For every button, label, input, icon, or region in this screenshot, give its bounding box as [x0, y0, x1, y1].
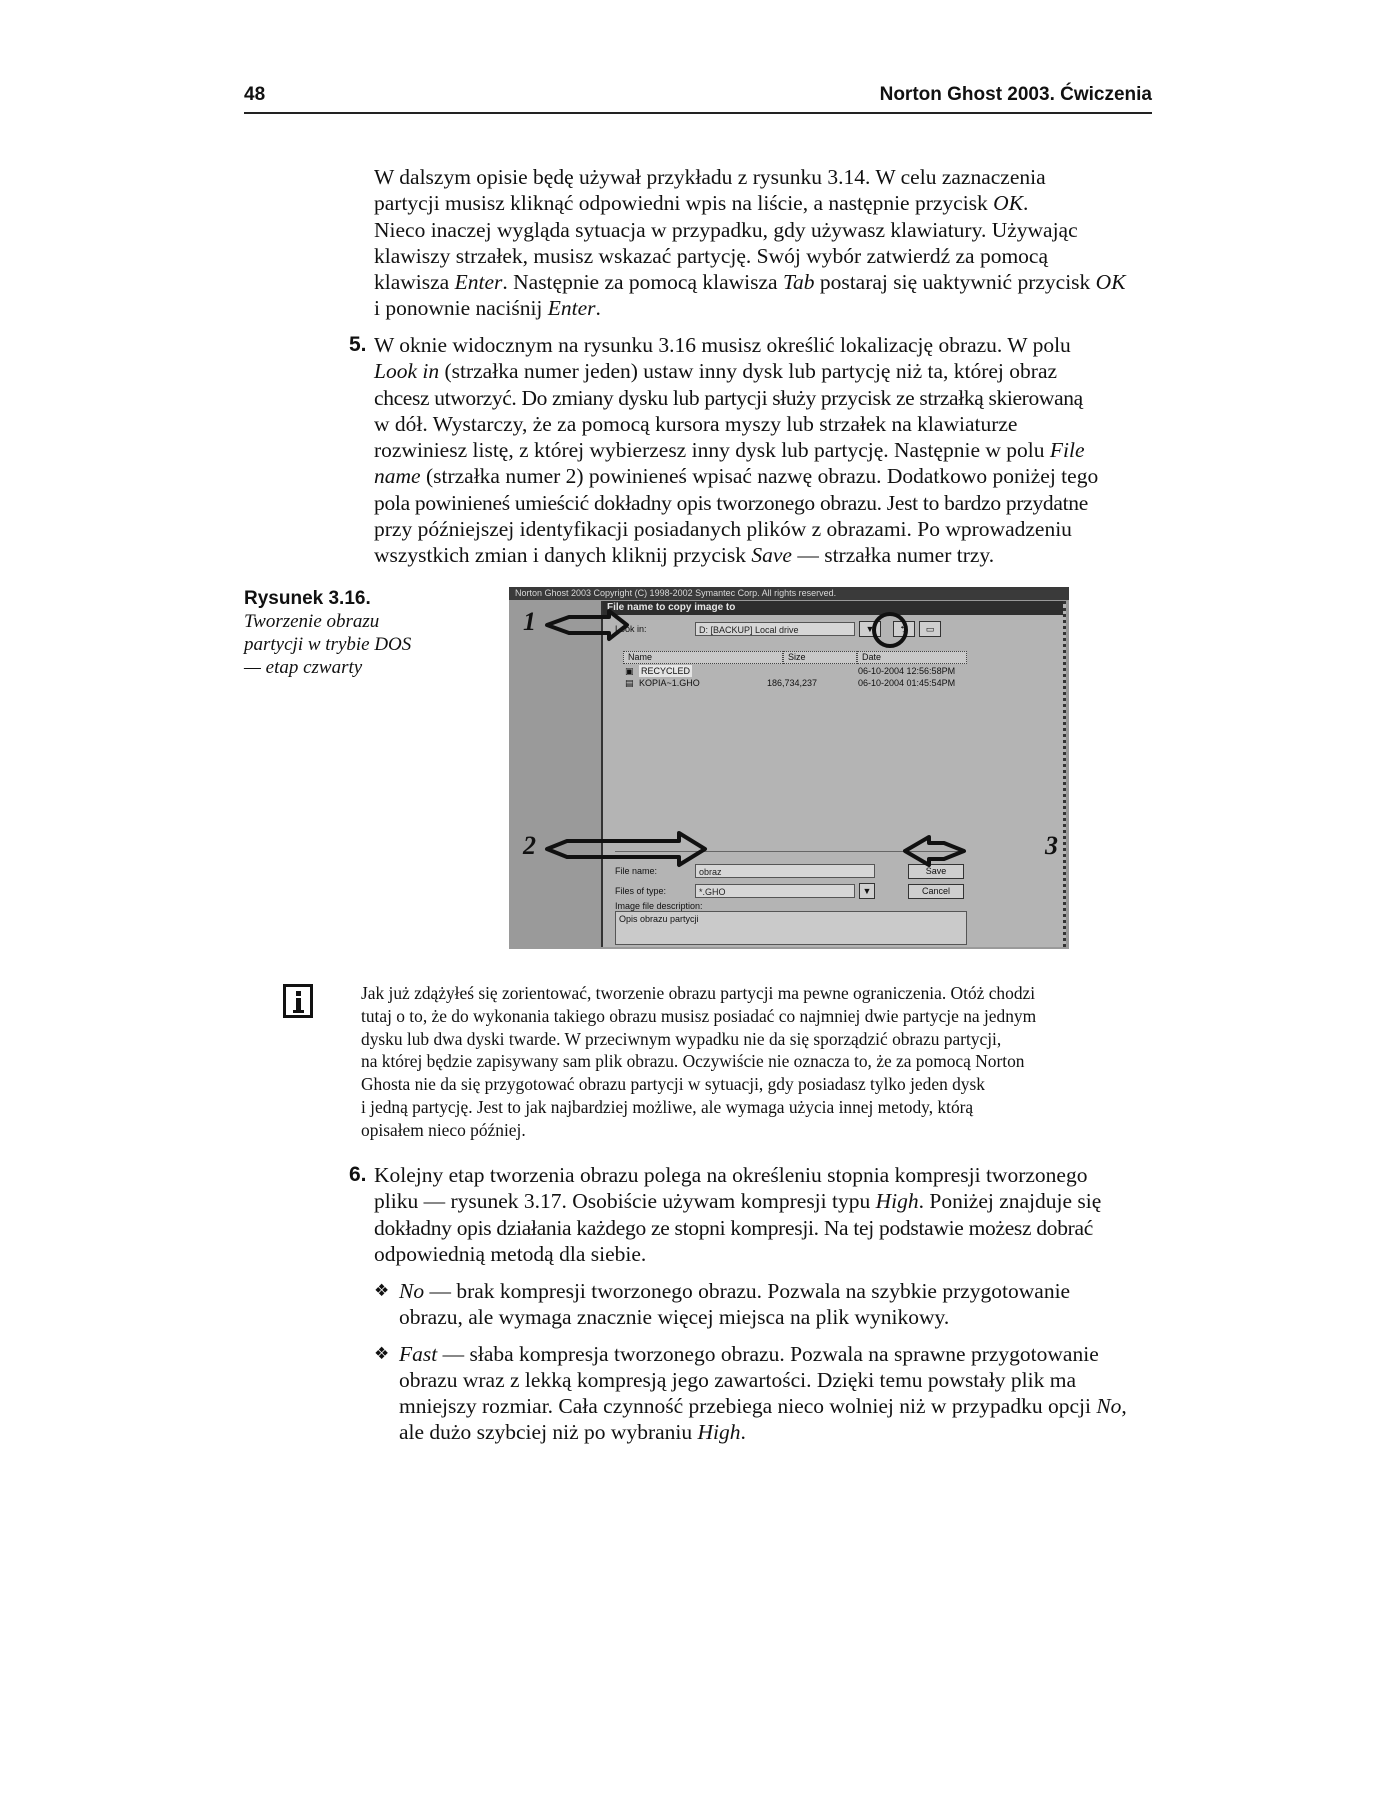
ghost-title-bar: Norton Ghost 2003 Copyright (C) 1998-2002 Symantec Corp. All rights reserved. [509, 587, 1069, 600]
file-name: RECYCLED [641, 666, 691, 676]
figure-caption [244, 588, 444, 679]
note-line: opisałem nieco później. [361, 1119, 526, 1140]
file-icon: ▤ [625, 678, 634, 688]
note-line: tutaj o to, że do wykonania takiego obrazu musisz posiadać co najmniej dwie partycje na jednym [361, 1005, 1037, 1026]
step-text: W oknie widocznym na rysunku 3.16 musisz określić lokalizację obrazu. W polu Look in (strzałka numer jeden) ustaw inny dysk lub partycję niż ta, której obraz chcesz utworzyć. Do zmiany dysku lub partycji służy przycisk ze strzałką skierowaną w dół. Wystarczy, że za pomocą kursora myszy lub strzałek na klawiaturze rozwiniesz listę, z której wybierzesz inny dysk lub partycję. Następnie w polu File name (strzałka numer 2) powinieneś wpisać nazwę obrazu. Dodatkowo poniżej tego pola powinieneś umieścić dokładny opis tworzonego obrazu. Jest to bardzo przydatne przy późniejszej identyfikacji posiadanych plików z obrazami. Po wprowadzeniu wszystkich zmian i danych kliknij przycisk Save — strzałka numer trzy. [374, 333, 1099, 568]
look-in-label: Look in: [615, 624, 647, 634]
dropdown-highlight-circle [874, 614, 906, 646]
note-line: i jedną partycję. Jest to jak najbardziej możliwe, ale wymaga użycia innej metody, którą [361, 1096, 974, 1117]
file-name-label: File name: [615, 866, 658, 876]
step-number: 5. [349, 333, 367, 356]
text-line: Nieco inaczej wygląda sytuacja w przypadku, gdy używasz klawiatury. Używając [374, 217, 1078, 242]
caption-line: Tworzenie obrazu [244, 611, 380, 632]
column-header-date[interactable]: Date [857, 651, 967, 664]
list-item: ❖ Fast — słaba kompresja tworzonego obrazu. Pozwala na sprawne przygotowanie obrazu wraz z lekką kompresją jego zawartości. Dzięki temu powstały plik ma mniejszy rozmiar. Cała czynność przebiega nieco wolniej niż w przypadku opcji No, ale dużo szybciej niż po wybraniu High. [374, 1341, 1127, 1445]
files-of-type-dropdown[interactable]: *.GHO [695, 884, 855, 898]
chevron-down-icon: ▼ [862, 886, 872, 896]
figure-screenshot [509, 587, 1069, 949]
callout-arrow-2 [547, 833, 705, 865]
note-line: dysku lub dwa dyski twarde. W przeciwnym wypadku nie da się sporządzić obrazu partycji, [361, 1028, 1002, 1049]
text-line: klawisza Enter. Następnie za pomocą klawisza Tab postaraj się uaktywnić przycisk OK [374, 270, 1126, 295]
file-name-input[interactable]: obraz [695, 864, 875, 878]
file-name: KOPIA~1.GHO [639, 678, 700, 688]
callout-number-3: 3 [1045, 831, 1058, 860]
image-description-value: Opis obrazu partycji [619, 914, 699, 924]
intro-paragraph [374, 164, 1154, 322]
figure-label: Rysunek 3.16. [244, 588, 371, 609]
step-number: 6. [349, 1163, 367, 1186]
save-button[interactable]: Save [908, 864, 964, 879]
dialog-title: File name to copy image to [603, 601, 1063, 615]
bullet-icon: ❖ [374, 1281, 390, 1301]
step-text: Kolejny etap tworzenia obrazu polega na określeniu stopnia kompresji tworzonego pliku — rysunek 3.17. Osobiście używam kompresji typu High. Poniżej znajduje się dokładny opis działania każdego ze stopni kompresji. Na tej podstawie możesz dobrać odpowiednią metodą dla siebie. [374, 1163, 1102, 1266]
up-folder-icon: ⮌ [900, 624, 908, 634]
info-note [361, 982, 1161, 1142]
note-line: Ghosta nie da się przygotować obrazu partycji w sytuacji, gdy posiadasz tylko jeden dysk [361, 1074, 985, 1095]
list-item: ❖ No — brak kompresji tworzonego obrazu. Pozwala na szybkie przygotowanie obrazu, ale wymaga znacznie więcej miejsca na plik wynikowy. [374, 1279, 1071, 1330]
bullet-icon: ❖ [374, 1343, 390, 1364]
compression-options-list [374, 1278, 1164, 1456]
text-line: i ponownie naciśnij Enter. [374, 296, 601, 321]
text-line: partycji musisz kliknąć odpowiedni wpis na liście, a następnie przycisk OK. [374, 191, 1029, 216]
folder-icon: ▣ [625, 666, 634, 676]
file-size: 186,734,237 [767, 678, 818, 688]
book-title: Norton Ghost 2003. Ćwiczenia [879, 84, 1152, 105]
folder-icon: ▭ [925, 624, 935, 634]
note-line: na której będzie zapisywany sam plik obrazu. Oczywiście nie oznacza to, że za pomocą Norton [361, 1051, 1025, 1072]
files-of-type-label: Files of type: [615, 886, 667, 896]
page-number: 48 [244, 84, 266, 105]
caption-line: — etap czwarty [244, 657, 363, 678]
file-date: 06-10-2004 12:56:58PM [858, 666, 956, 676]
note-line: Jak już zdążyłeś się zorientować, tworzenie obrazu partycji ma pewne ograniczenia. Otóż chodzi [361, 983, 1036, 1003]
look-in-dropdown[interactable]: D: [BACKUP] Local drive [695, 622, 855, 636]
cancel-button[interactable]: Cancel [908, 884, 964, 899]
file-date: 06-10-2004 01:45:54PM [858, 678, 956, 688]
caption-line: partycji w trybie DOS [244, 634, 412, 655]
image-description-label: Image file description: [615, 901, 703, 911]
column-header-name[interactable]: Name [623, 651, 783, 664]
page-header [244, 84, 1152, 114]
callout-arrows [509, 587, 1069, 949]
column-header-size[interactable]: Size [783, 651, 857, 664]
chevron-down-icon: ▼ [865, 624, 875, 634]
text-line: klawiszy strzałek, musisz wskazać partycję. Swój wybór zatwierdź za pomocą [374, 243, 1049, 268]
callout-number-1: 1 [523, 607, 536, 636]
callout-arrow-3 [905, 837, 964, 865]
info-icon [283, 984, 313, 1018]
callout-arrow-1 [547, 611, 627, 639]
text-line: W dalszym opisie będę używał przykładu z rysunku 3.14. W celu zaznaczenia [374, 165, 1046, 189]
callout-number-2: 2 [523, 831, 536, 860]
